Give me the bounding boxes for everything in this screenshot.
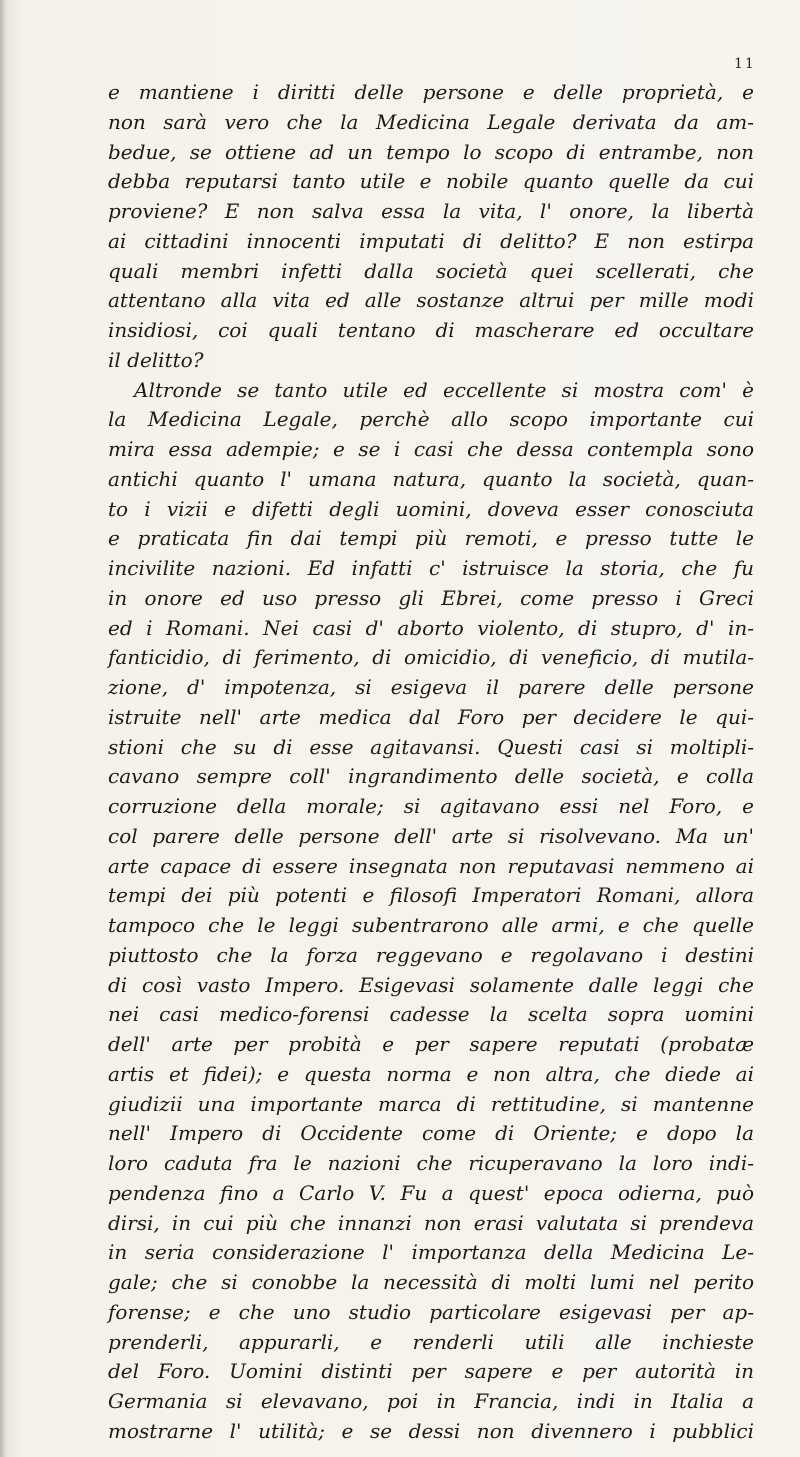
text-line: tempi dei più potenti e filosofi Imperatori Romani, allora — [108, 883, 754, 908]
text-line: attentano alla vita ed alle sostanze altrui per mille modi — [108, 288, 754, 313]
text-line: e praticata fin dai tempi più remoti, e presso tutte le — [108, 526, 754, 551]
text-line: nei casi medico-forensi cadesse la scelta sopra uomini — [108, 1002, 754, 1027]
page-number: 11 — [734, 56, 756, 72]
text-line: in seria considerazione l' importanza della Medicina Le- — [108, 1240, 754, 1265]
body-text — [108, 78, 754, 1447]
page-binding-edge — [0, 0, 6, 1457]
text-line: to i vizii e difetti degli uomini, doveva esser conosciuta — [108, 496, 754, 521]
text-line: fanticidio, di ferimento, di omicidio, di veneficio, di mutila- — [108, 645, 754, 670]
text-line: Altronde se tanto utile ed eccellente si mostra com' è — [134, 377, 754, 402]
text-line: quali membri infetti dalla società quei scellerati, che — [108, 258, 754, 283]
text-line: nell' Impero di Occidente come di Oriente; e dopo la — [108, 1121, 754, 1146]
text-line: proviene? E non salva essa la vita, l' onore, la libertà — [108, 199, 754, 223]
text-line: del Foro. Uomini distinti per sapere e per autorità in — [108, 1359, 754, 1384]
text-line: dirsi, in cui più che innanzi non erasi valutata si prendeva — [108, 1210, 754, 1235]
text-line: prenderli, appurarli, e renderli utili alle inchieste — [108, 1329, 754, 1354]
text-line: corruzione della morale; si agitavano essi nel Foro, e — [108, 794, 754, 818]
text-line: in onore ed uso presso gli Ebrei, come presso i Greci — [108, 585, 754, 610]
text-line: antichi quanto l' umana natura, quanto la società, quan- — [108, 466, 754, 491]
text-line: dell' arte per probità e per sapere reputati (probatæ — [108, 1032, 754, 1056]
text-line: stioni che su di esse agitavansi. Questi casi si moltipli- — [108, 734, 754, 759]
text-line: cavano sempre coll' ingrandimento delle società, e colla — [108, 764, 754, 789]
text-line: giudizii una importante marca di rettitudine, si mantenne — [108, 1091, 754, 1116]
text-line: gale; che si conobbe la necessità di molti lumi nel perito — [108, 1270, 754, 1294]
text-line: zione, d' impotenza, si esigeva il parere delle persone — [108, 675, 754, 699]
text-line: la Medicina Legale, perchè allo scopo importante cui — [108, 407, 754, 432]
text-line: istruite nell' arte medica dal Foro per decidere le qui- — [108, 704, 754, 729]
text-line: il delitto? — [108, 347, 204, 372]
text-line: arte capace di essere insegnata non reputavasi nemmeno ai — [108, 853, 754, 878]
text-line: mostrarne l' utilità; e se dessi non divennero i pubblici — [108, 1418, 754, 1443]
text-line: loro caduta fra le nazioni che ricuperavano la loro indi- — [108, 1151, 754, 1175]
text-line: col parere delle persone dell' arte si risolvevano. Ma un' — [108, 823, 754, 848]
text-line: incivilite nazioni. Ed infatti c' istruisce la storia, che fu — [108, 556, 754, 580]
text-line: ai cittadini innocenti imputati di delitto? E non estirpa — [108, 228, 754, 253]
text-line: mira essa adempie; e se i casi che dessa contempla sono — [108, 437, 754, 461]
text-line: Germania si elevavano, poi in Francia, indi in Italia a — [108, 1389, 754, 1413]
text-line: bedue, se ottiene ad un tempo lo scopo di entrambe, non — [108, 139, 754, 164]
text-line: non sarà vero che la Medicina Legale derivata da am- — [108, 109, 754, 134]
text-line: debba reputarsi tanto utile e nobile quanto quelle da cui — [108, 169, 754, 194]
text-line: di così vasto Impero. Esigevasi solamente dalle leggi che — [108, 972, 754, 997]
text-line: artis et fidei); e questa norma e non altra, che diede ai — [108, 1061, 754, 1086]
text-line: ed i Romani. Nei casi d' aborto violento, di stupro, d' in- — [108, 615, 754, 640]
text-line: pendenza fino a Carlo V. Fu a quest' epoca odierna, può — [108, 1180, 754, 1205]
text-line: insidiosi, coi quali tentano di mascherare ed occultare — [108, 318, 754, 342]
text-line: piuttosto che la forza reggevano e regolavano i destini — [108, 942, 754, 967]
text-line: e mantiene i diritti delle persone e delle proprietà, e — [108, 80, 754, 104]
text-line: tampoco che le leggi subentrarono alle armi, e che quelle — [108, 913, 754, 937]
text-line: forense; e che uno studio particolare esigevasi per ap- — [108, 1299, 754, 1324]
